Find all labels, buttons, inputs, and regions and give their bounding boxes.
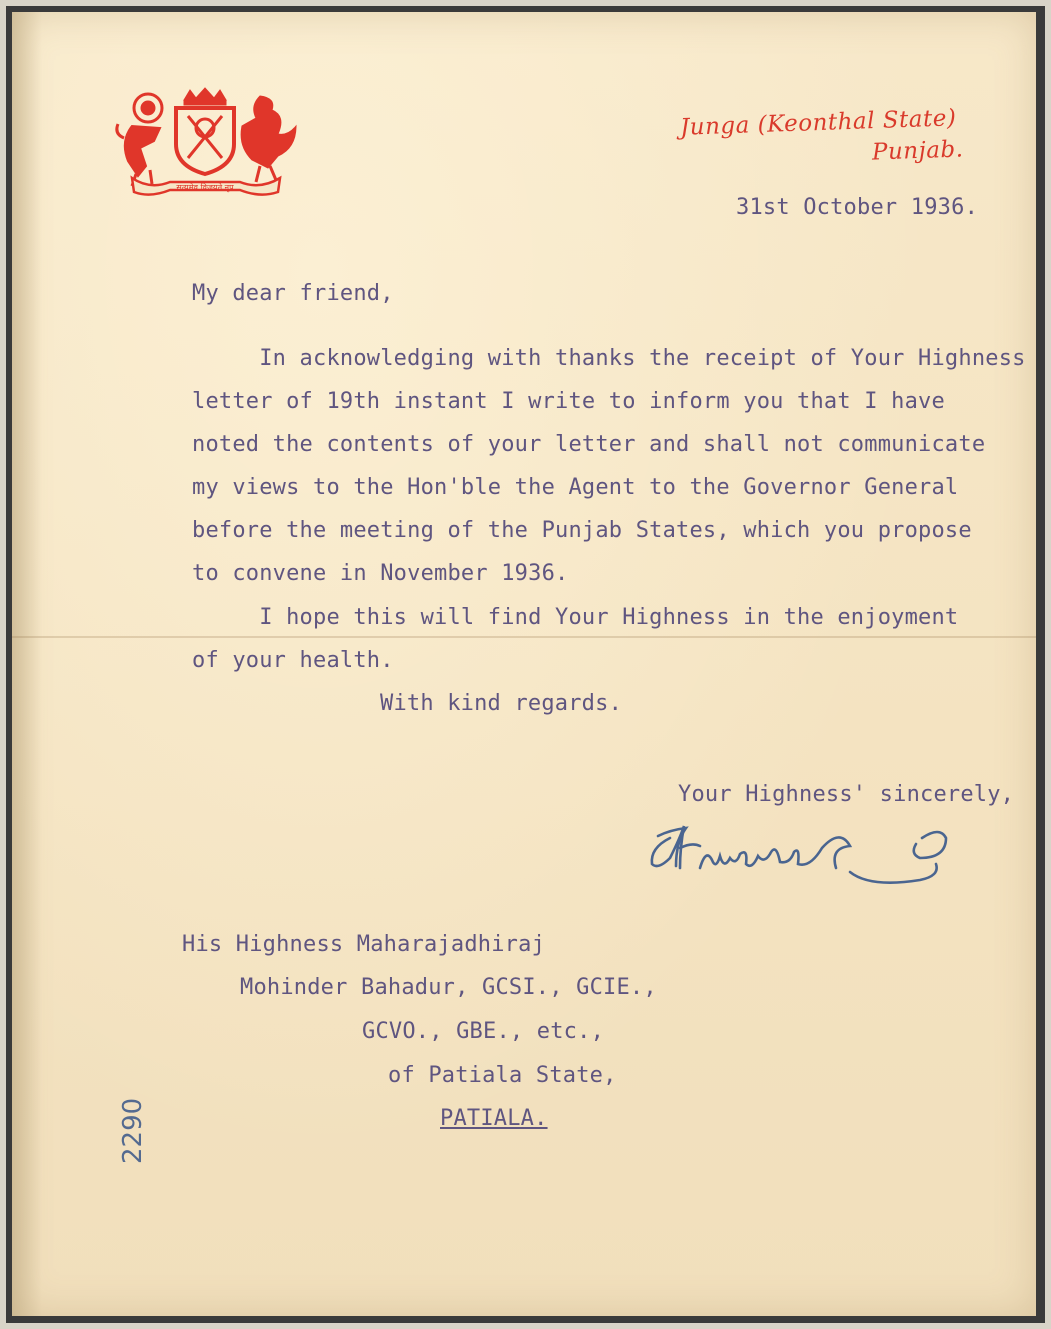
pencil-note: 2290: [118, 1097, 148, 1164]
letterhead-province: Punjab.: [871, 136, 964, 166]
crest-motto: सत्यमेव विजयते नृप: [176, 183, 234, 192]
addressee-line: Mohinder Bahadur, GCSI., GCIE.,: [240, 975, 657, 1000]
body-line: I hope this will find Your Highness in the enjoyment: [192, 605, 959, 630]
coat-of-arms-icon: [110, 86, 300, 196]
salutation: My dear friend,: [192, 281, 394, 306]
signature-text: Hemendra Sen: [640, 916, 648, 917]
regards: With kind regards.: [380, 691, 623, 716]
body-line: letter of 19th instant I write to inform you that I have: [192, 389, 945, 414]
closing: Your Highness' sincerely,: [678, 782, 1015, 807]
addressee-line: His Highness Maharajadhiraj: [182, 932, 546, 957]
body-line: before the meeting of the Punjab States, which you propose: [192, 518, 972, 543]
addressee-line: GCVO., GBE., etc.,: [362, 1019, 605, 1044]
signature: [640, 808, 960, 918]
body-line: to convene in November 1936.: [192, 561, 569, 586]
body-line: In acknowledging with thanks the receipt of Your Highness: [192, 346, 1026, 371]
body-line: noted the contents of your letter and shall not communicate: [192, 432, 986, 457]
paper-edge-shadow: [12, 12, 42, 1316]
body-line: my views to the Hon'ble the Agent to the Governor General: [192, 475, 959, 500]
body-line: of your health.: [192, 648, 394, 673]
paper-fold: [12, 636, 1036, 638]
addressee-line: of Patiala State,: [388, 1063, 617, 1088]
letter-date: 31st October 1936.: [736, 195, 979, 220]
letterhead-place: Junga (Keonthal State): [679, 105, 957, 141]
addressee-city: PATIALA.: [440, 1106, 548, 1131]
